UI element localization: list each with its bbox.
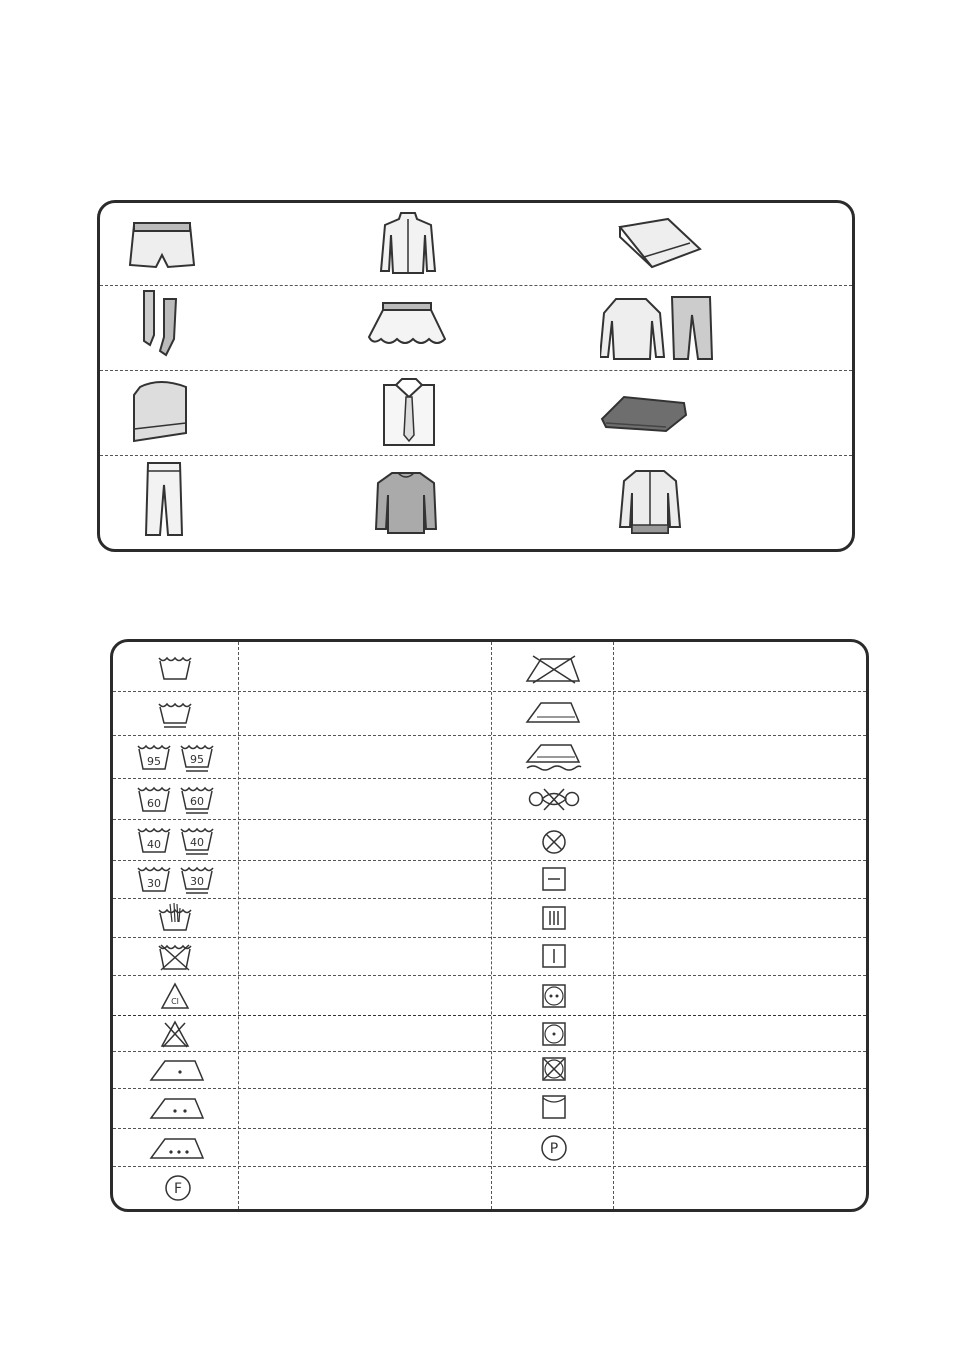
hang-dry-icon [541, 1094, 567, 1120]
column-divider [613, 642, 614, 1209]
do-not-bleach-icon [160, 1020, 190, 1048]
iron-medium-icon [149, 1096, 205, 1120]
do-not-wring-icon [527, 786, 581, 812]
care-symbols-table [110, 639, 869, 1212]
row-divider [100, 285, 852, 286]
tumble-dry-low-icon [541, 1021, 567, 1047]
iron-high-icon [149, 1136, 205, 1160]
bleach-chlorine-icon [160, 982, 190, 1010]
row-divider [113, 735, 866, 736]
do-not-tumble-dry-icon [541, 829, 567, 855]
wash-60-icon [137, 785, 213, 815]
do-not-tumble-icon [541, 1056, 567, 1082]
dry-clean-letter: F [173, 1181, 183, 1197]
jacket-icon [377, 209, 439, 277]
temp-label: 30 [190, 875, 204, 888]
row-divider [113, 1166, 866, 1167]
do-not-wash-icon [158, 943, 192, 971]
row-divider [113, 1051, 866, 1052]
row-divider [113, 1015, 866, 1016]
temp-label: 30 [147, 877, 161, 890]
jeans-icon [144, 461, 184, 537]
dry-clean-letter: P [549, 1141, 559, 1157]
garment-types-panel [97, 200, 855, 552]
row-divider [100, 370, 852, 371]
blanket-icon [600, 393, 690, 433]
column-divider [238, 642, 239, 1209]
towel-icon [130, 379, 192, 445]
tumble-dry-normal-icon [541, 983, 567, 1009]
drip-dry-icon [541, 905, 567, 931]
wash-40-icon [137, 826, 213, 856]
row-divider [113, 975, 866, 976]
row-divider [113, 1088, 866, 1089]
row-divider [113, 691, 866, 692]
wash-95-icon [137, 743, 213, 773]
folded-cloth-icon [614, 215, 704, 271]
temp-label: 40 [147, 838, 161, 851]
iron-steam-icon [525, 742, 583, 772]
skirt-icon [365, 301, 449, 349]
row-divider [113, 1128, 866, 1129]
dry-clean-f-icon [164, 1174, 192, 1202]
row-divider [113, 778, 866, 779]
temp-label: 40 [190, 836, 204, 849]
iron-no-steam-icon [525, 700, 583, 726]
wash-tub-icon [158, 655, 192, 681]
dry-clean-p-icon [540, 1134, 568, 1162]
hand-wash-icon [158, 904, 192, 932]
sportswear-set-icon [600, 293, 720, 363]
row-divider [100, 455, 852, 456]
line-dry-icon [541, 943, 567, 969]
row-divider [113, 819, 866, 820]
column-divider [491, 642, 492, 1209]
shorts-icon [126, 219, 198, 271]
iron-low-icon [149, 1058, 205, 1082]
do-not-iron-icon [525, 653, 583, 685]
wash-tub-gentle-icon [158, 701, 192, 729]
socks-icon [138, 289, 184, 359]
row-divider [113, 860, 866, 861]
dress-shirt-icon [382, 375, 436, 447]
temp-label: 60 [147, 797, 161, 810]
temp-label: 95 [147, 755, 161, 768]
temp-label: 95 [190, 753, 204, 766]
sweater-icon [374, 469, 438, 535]
row-divider [113, 898, 866, 899]
chlorine-label: Cl [171, 997, 179, 1006]
wash-30-icon [137, 865, 213, 895]
zip-jacket-icon [618, 467, 682, 535]
dry-flat-icon [541, 866, 567, 892]
row-divider [113, 937, 866, 938]
temp-label: 60 [190, 795, 204, 808]
